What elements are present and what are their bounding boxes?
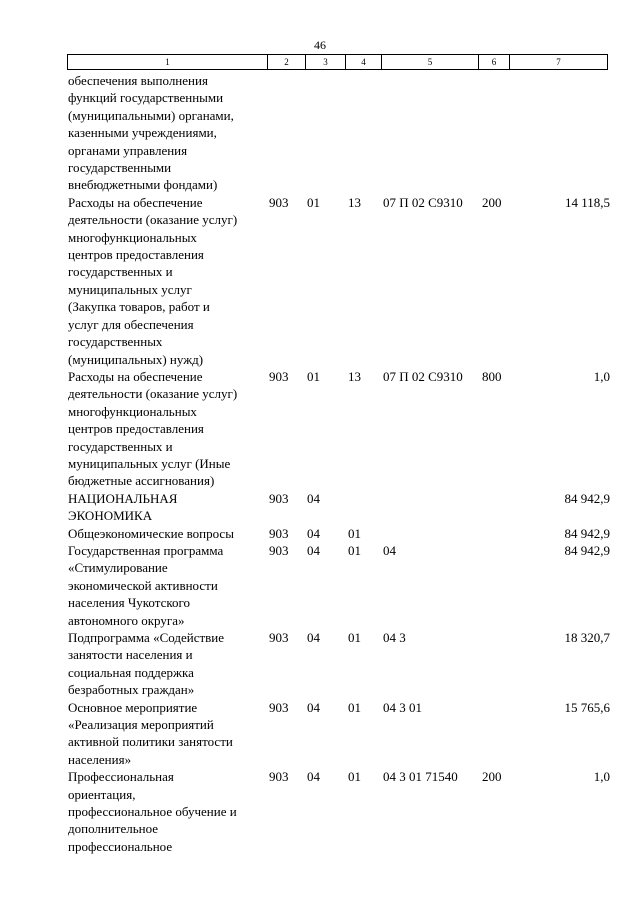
- row-ministry-code: 903: [269, 194, 289, 210]
- row-expense-type: 200: [482, 194, 502, 210]
- row-target-article: 04 3: [383, 630, 406, 645]
- table-row: [0, 368, 640, 490]
- table-row: [0, 490, 640, 525]
- row-subsection: 01: [348, 769, 361, 785]
- row-target-article: 07 П 02 С9310: [383, 368, 463, 384]
- row-subsection: 01: [348, 542, 361, 558]
- row-target-article: 04 3 01: [383, 699, 422, 715]
- table-row: [0, 768, 640, 855]
- page-number: 46: [314, 38, 326, 52]
- row-amount: 84 942,9: [564, 525, 610, 541]
- row-section: 04: [307, 769, 320, 785]
- row-target-article: 04 3 01 71540: [383, 769, 458, 785]
- column-header-1: 1: [68, 55, 268, 70]
- row-subsection: 13: [348, 194, 361, 210]
- row-description: Общеэкономические вопросы: [68, 525, 234, 541]
- row-ministry-code: 903: [269, 525, 289, 541]
- row-subsection: 13: [348, 368, 361, 384]
- row-amount: 15 765,6: [564, 699, 610, 715]
- row-ministry-code: 903: [269, 490, 289, 506]
- row-description: Расходы на обеспечение деятельности (оказание услуг) многофункциональных центров предоставления государственных и муниципальных услуг (Закупка товаров, работ и услуг для обеспечения государственных (муниципальных) нужд): [68, 194, 238, 367]
- table-row: [0, 699, 640, 769]
- row-ministry-code: 903: [269, 769, 289, 785]
- table-row: [0, 629, 640, 699]
- column-header-table: [67, 54, 608, 70]
- row-section: 01: [307, 194, 320, 210]
- table-row: [0, 525, 640, 542]
- row-target-article: 04: [383, 542, 396, 558]
- row-section: 04: [307, 490, 320, 506]
- row-amount: 1,0: [593, 769, 610, 785]
- row-section: 04: [307, 525, 320, 541]
- column-header-3: 3: [306, 55, 346, 70]
- column-header-4: 4: [346, 55, 382, 70]
- row-expense-type: 200: [482, 769, 502, 785]
- column-header-2: 2: [268, 55, 306, 70]
- row-amount: 18 320,7: [564, 630, 610, 645]
- row-target-article: 07 П 02 С9310: [383, 194, 463, 210]
- row-section: 04: [307, 542, 320, 558]
- row-amount: 14 118,5: [564, 194, 610, 210]
- column-header-5: 5: [382, 55, 479, 70]
- row-description: Подпрограмма «Содействие занятости населения и социальная поддержка безработных граждан»: [68, 630, 225, 698]
- row-description: Государственная программа «Стимулирование экономической активности населения Чукотского автономного округа»: [68, 542, 224, 628]
- row-description: Расходы на обеспечение деятельности (оказание услуг) многофункциональных центров предоставления государственных и муниципальных услуг (Иные бюджетные ассигнования): [68, 368, 238, 489]
- table-row: [0, 194, 640, 368]
- row-ministry-code: 903: [269, 699, 289, 715]
- row-description: обеспечения выполнения функций государственными (муниципальными) органами, казенными учреждениями, органами управления государственными внебюджетными фондами): [68, 73, 234, 193]
- column-header-7: 7: [510, 55, 608, 70]
- row-description: Основное мероприятие «Реализация мероприятий активной политики занятости населения»: [68, 699, 233, 767]
- budget-rows: [0, 72, 640, 855]
- row-subsection: 01: [348, 699, 361, 715]
- table-row: [0, 72, 640, 194]
- row-subsection: 01: [348, 630, 361, 645]
- row-section: 04: [307, 699, 320, 715]
- row-expense-type: 800: [482, 368, 502, 384]
- row-ministry-code: 903: [269, 368, 289, 384]
- row-ministry-code: 903: [269, 542, 289, 558]
- row-amount: 84 942,9: [564, 542, 610, 558]
- row-section: 01: [307, 368, 320, 384]
- row-amount: 84 942,9: [564, 490, 610, 506]
- row-section: 04: [307, 630, 320, 645]
- row-amount: 1,0: [593, 368, 610, 384]
- row-ministry-code: 903: [269, 630, 289, 645]
- row-description: НАЦИОНАЛЬНАЯ ЭКОНОМИКА: [68, 490, 178, 524]
- column-header-6: 6: [479, 55, 510, 70]
- row-subsection: 01: [348, 525, 361, 541]
- row-description: Профессиональная ориентация, профессиональное обучение и дополнительное профессиональное: [68, 769, 237, 854]
- table-row: [0, 542, 640, 629]
